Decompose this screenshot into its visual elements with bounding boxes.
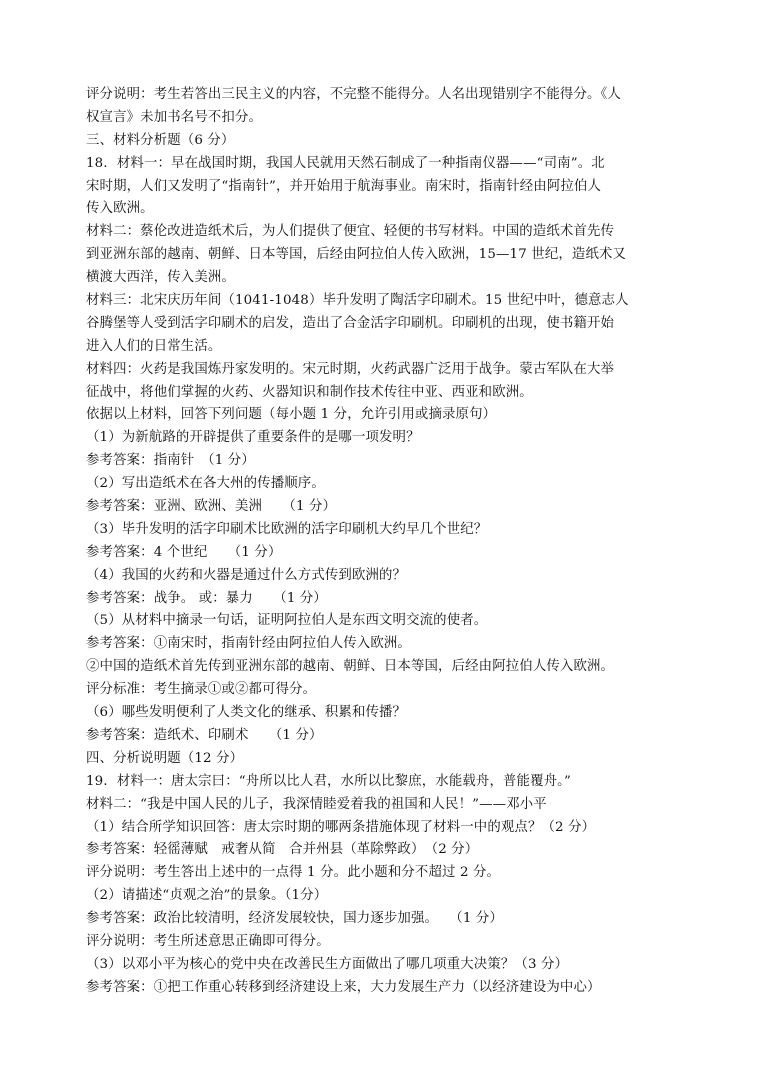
scoring-standard: 评分标准：考生摘录①或②都可得分。 xyxy=(86,682,317,698)
question-18-material-1: 传入欧洲。 xyxy=(86,201,154,217)
reference-answer: 参考答案：战争。 或：暴力 （1 分） xyxy=(86,590,327,606)
question-18-material-3: 谷腾堡等人受到活字印刷术的启发，造出了合金活字印刷机。印刷机的出现，使书籍开始 xyxy=(86,315,615,331)
question-18-material-3: 进入人们的日常生活。 xyxy=(86,338,222,354)
reference-answer: ②中国的造纸术首先传到亚洲东部的越南、朝鲜、日本等国，后经由阿拉伯人传入欧洲。 xyxy=(86,659,615,675)
document-page xyxy=(86,84,686,1000)
reference-answer: 参考答案：①把工作重心转移到经济建设上来，大力发展生产力（以经济建设为中心） xyxy=(86,979,601,995)
reference-answer: 参考答案：4 个世纪 （1 分） xyxy=(86,544,282,560)
question-18-material-4: 材料四：火药是我国炼丹家发明的。宋元时期，火药武器广泛用于战争。蒙古军队在大举 xyxy=(86,361,615,377)
sub-question: （2）写出造纸术在各大州的传播顺序。 xyxy=(86,476,325,492)
sub-question: （1）为新航路的开辟提供了重要条件的是哪一项发明？ xyxy=(86,430,420,446)
sub-question: （6）哪些发明便利了人类文化的继承、积累和传播？ xyxy=(86,705,407,721)
sub-question: （4）我国的火药和火器是通过什么方式传到欧洲的？ xyxy=(86,567,407,583)
question-18-material-1: 18．材料一：早在战国时期，我国人民就用天然石制成了一种指南仪器——“司南”。北 xyxy=(86,155,605,171)
question-18-material-2: 横渡大西洋，传入美洲。 xyxy=(86,270,235,286)
question-18-material-2: 材料二：蔡伦改进造纸术后，为人们提供了便宜、轻便的书写材料。中国的造纸术首先传 xyxy=(86,224,615,240)
reference-answer: 参考答案：亚洲、欧洲、美洲 （1 分） xyxy=(86,499,337,515)
reference-answer: 参考答案：造纸术、印刷术 （1 分） xyxy=(86,727,323,743)
scoring-note-line: 评分说明：考生答出上述中的一点得 1 分。此小题和分不超过 2 分。 xyxy=(86,865,501,881)
question-18-material-1: 宋时期，人们又发明了“指南针”，并开始用于航海事业。南宋时，指南针经由阿拉伯人 xyxy=(86,178,601,194)
sub-question: （5）从材料中摘录一句话，证明阿拉伯人是东西文明交流的使者。 xyxy=(86,613,488,629)
question-18-material-3: 材料三：北宋庆历年间（1041-1048）毕升发明了陶活字印刷术。15 世纪中叶，德意志人 xyxy=(86,293,629,309)
scoring-note-line: 权宣言》未加书名号不扣分。 xyxy=(86,109,263,125)
sub-question: （3）毕升发明的活字印刷术比欧洲的活字印刷机大约早几个世纪？ xyxy=(86,521,488,537)
reference-answer: 参考答案：政治比较清明，经济发展较快，国力逐步加强。 （1 分） xyxy=(86,911,503,927)
reference-answer: 参考答案：①南宋时，指南针经由阿拉伯人传入欧洲。 xyxy=(86,636,411,652)
question-18-instructions: 依据以上材料，回答下列问题（每小题 1 分，允许引用或摘录原句） xyxy=(86,407,497,423)
scoring-note-line: 评分说明：考生所述意思正确即可得分。 xyxy=(86,933,330,949)
sub-question: （3）以邓小平为核心的党中央在改善民生方面做出了哪几项重大决策？（3 分） xyxy=(86,956,569,972)
question-19-material-1: 19．材料一：唐太宗曰：“舟所以比人君，水所以比黎庶，水能载舟，普能覆舟。” xyxy=(86,773,572,789)
reference-answer: 参考答案：指南针 （1 分） xyxy=(86,453,255,469)
scoring-note-line: 评分说明：考生若答出三民主义的内容，不完整不能得分。人名出现错别字不能得分。《人 xyxy=(86,87,621,102)
section-heading-material-analysis: 三、材料分析题（6 分） xyxy=(86,132,235,148)
sub-question: （1）结合所学知识回答：唐太宗时期的哪两条措施体现了材料一中的观点？（2 分） xyxy=(86,819,596,835)
section-heading-analysis: 四、分析说明题（12 分） xyxy=(86,750,244,766)
sub-question: （2）请描述“贞观之治”的景象。（1分） xyxy=(86,888,328,904)
question-19-material-2: 材料二：“我是中国人民的儿子，我深情睦爱着我的祖国和人民！”——邓小平 xyxy=(86,796,547,812)
reference-answer: 参考答案：轻徭薄赋 戒奢从简 合并州县（革除弊政） （2 分） xyxy=(86,842,479,858)
question-18-material-4: 征战中，将他们掌握的火药、火器知识和制作技术传往中亚、西亚和欧洲。 xyxy=(86,384,533,400)
question-18-material-2: 到亚洲东部的越南、朝鲜、日本等国，后经由阿拉伯人传入欧洲，15—17 世纪，造纸术又 xyxy=(86,247,627,263)
